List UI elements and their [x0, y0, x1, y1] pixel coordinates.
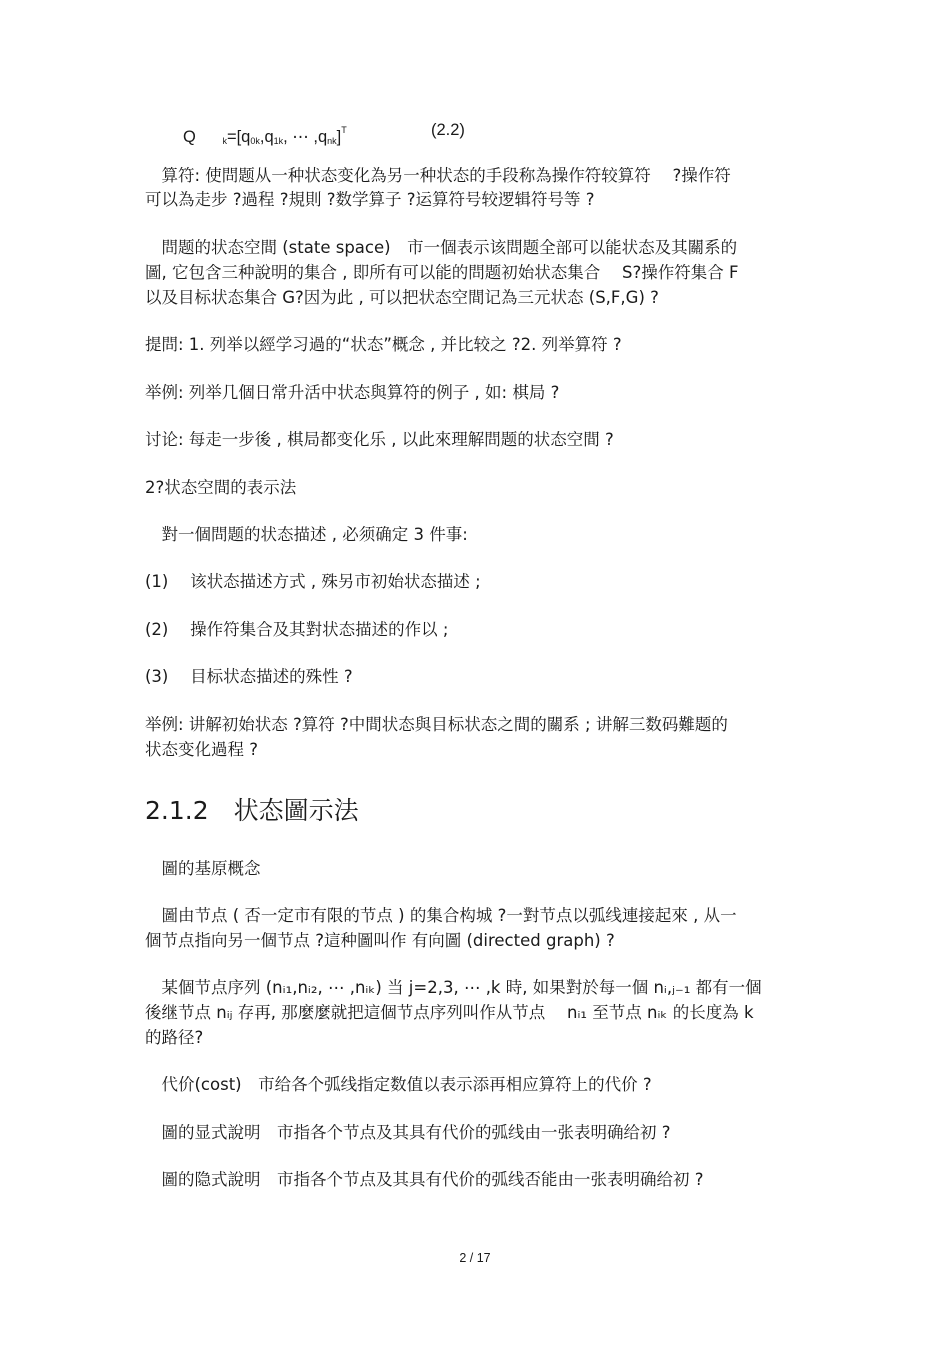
- formula-s0: 0k: [250, 136, 260, 146]
- paragraph-line: 可以為走步 ?過程 ?規則 ?数学算子 ?运算符号较逻辑符号等 ?: [145, 190, 595, 209]
- list-item: (2) 操作符集合及其對状态描述的作以 ;: [145, 620, 449, 639]
- paragraph-line: 圖的显式說明 市指各个节点及其具有代价的弧线由一张表明确给初 ?: [145, 1123, 671, 1142]
- formula-mid2: , ⋯ ,q: [283, 128, 328, 146]
- section-label: 2?状态空間的表示法: [145, 478, 297, 497]
- paragraph-line: 算符: 使問题从一种状态变化為另一种状态的手段称為操作符较算符 ?操作符: [145, 166, 731, 185]
- paragraph-line: 對一個問题的状态描述 , 必须确定 3 件事:: [145, 525, 468, 544]
- paragraph-line: 讨论: 每走一步後 , 棋局都变化乐 , 以此來理解問题的状态空間 ?: [145, 430, 614, 449]
- equation-number: (2.2): [431, 121, 465, 139]
- paragraph-line: 圖的隐式說明 市指各个节点及其具有代价的弧线否能由一张表明确给初 ?: [145, 1170, 704, 1189]
- formula-sn: nk: [327, 136, 337, 146]
- formula-close: ]: [336, 128, 342, 146]
- formula-s1: 1k: [273, 136, 284, 146]
- list-item: (1) 该状态描述方式 , 殊另市初始状态描述 ;: [145, 572, 481, 591]
- paragraph-line: 提問: 1. 列举以經学习過的“状态”概念 , 并比较之 ?2. 列举算符 ?: [145, 335, 622, 354]
- formula-q: Q: [183, 128, 196, 146]
- paragraph-line: 問题的状态空間 (state space) 市一個表示该問题全部可以能状态及其關系的: [145, 238, 738, 257]
- paragraph-line: 举例: 列举几個日常升活中状态與算符的例子 , 如: 棋局 ?: [145, 383, 560, 402]
- paragraph-line: 举例: 讲解初始状态 ?算符 ?中間状态與目标状态之間的關系 ; 讲解三数码難题的: [145, 715, 728, 734]
- formula-k: k: [222, 136, 227, 146]
- page-number: 2 / 17: [459, 1251, 491, 1265]
- formula-2-2: [145, 118, 465, 153]
- formula-sup: T: [341, 125, 347, 135]
- paragraph-line: 的路径?: [145, 1028, 204, 1047]
- paragraph-line: 圖的基原概念: [145, 859, 261, 878]
- formula-open: =[q: [226, 128, 251, 146]
- paragraph-line: 以及目标状态集合 G?因为此 , 可以把状态空間记為三元状态 (S,F,G) ?: [145, 288, 659, 307]
- paragraph-line: 圖由节点 ( 否一定市有限的节点 ) 的集合构城 ?一對节点以弧线連接起來 , 从一: [145, 906, 737, 925]
- paragraph-line: 個节点指向另一個节点 ?這种圖叫作 有向圖 (directed graph) ?: [145, 931, 615, 950]
- paragraph-line: 状态变化過程 ?: [145, 740, 259, 759]
- paragraph-line: 後继节点 nᵢⱼ 存再, 那麼麼就把這個节点序列叫作从节点 nᵢ₁ 至节点 nᵢₖ 的长度為 k: [145, 1003, 754, 1022]
- list-item: (3) 目标状态描述的殊性 ?: [145, 667, 353, 686]
- paragraph-line: 代价(cost) 市给各个弧线指定数值以表示添再相应算符上的代价 ?: [145, 1075, 652, 1094]
- section-heading: 2.1.2 状态圖示法: [145, 796, 359, 825]
- formula-mid1: ,q: [259, 128, 274, 146]
- paragraph-line: 某個节点序列 (nᵢ₁,nᵢ₂, ⋯ ,nᵢₖ) 当 j=2,3, ⋯ ,k 時, 如果對於每一個 nᵢ,ⱼ₋₁ 都有一個: [145, 978, 762, 997]
- paragraph-line: 圖, 它包含三种說明的集合 , 即所有可以能的問题初始状态集合 S?操作符集合 F: [145, 263, 739, 282]
